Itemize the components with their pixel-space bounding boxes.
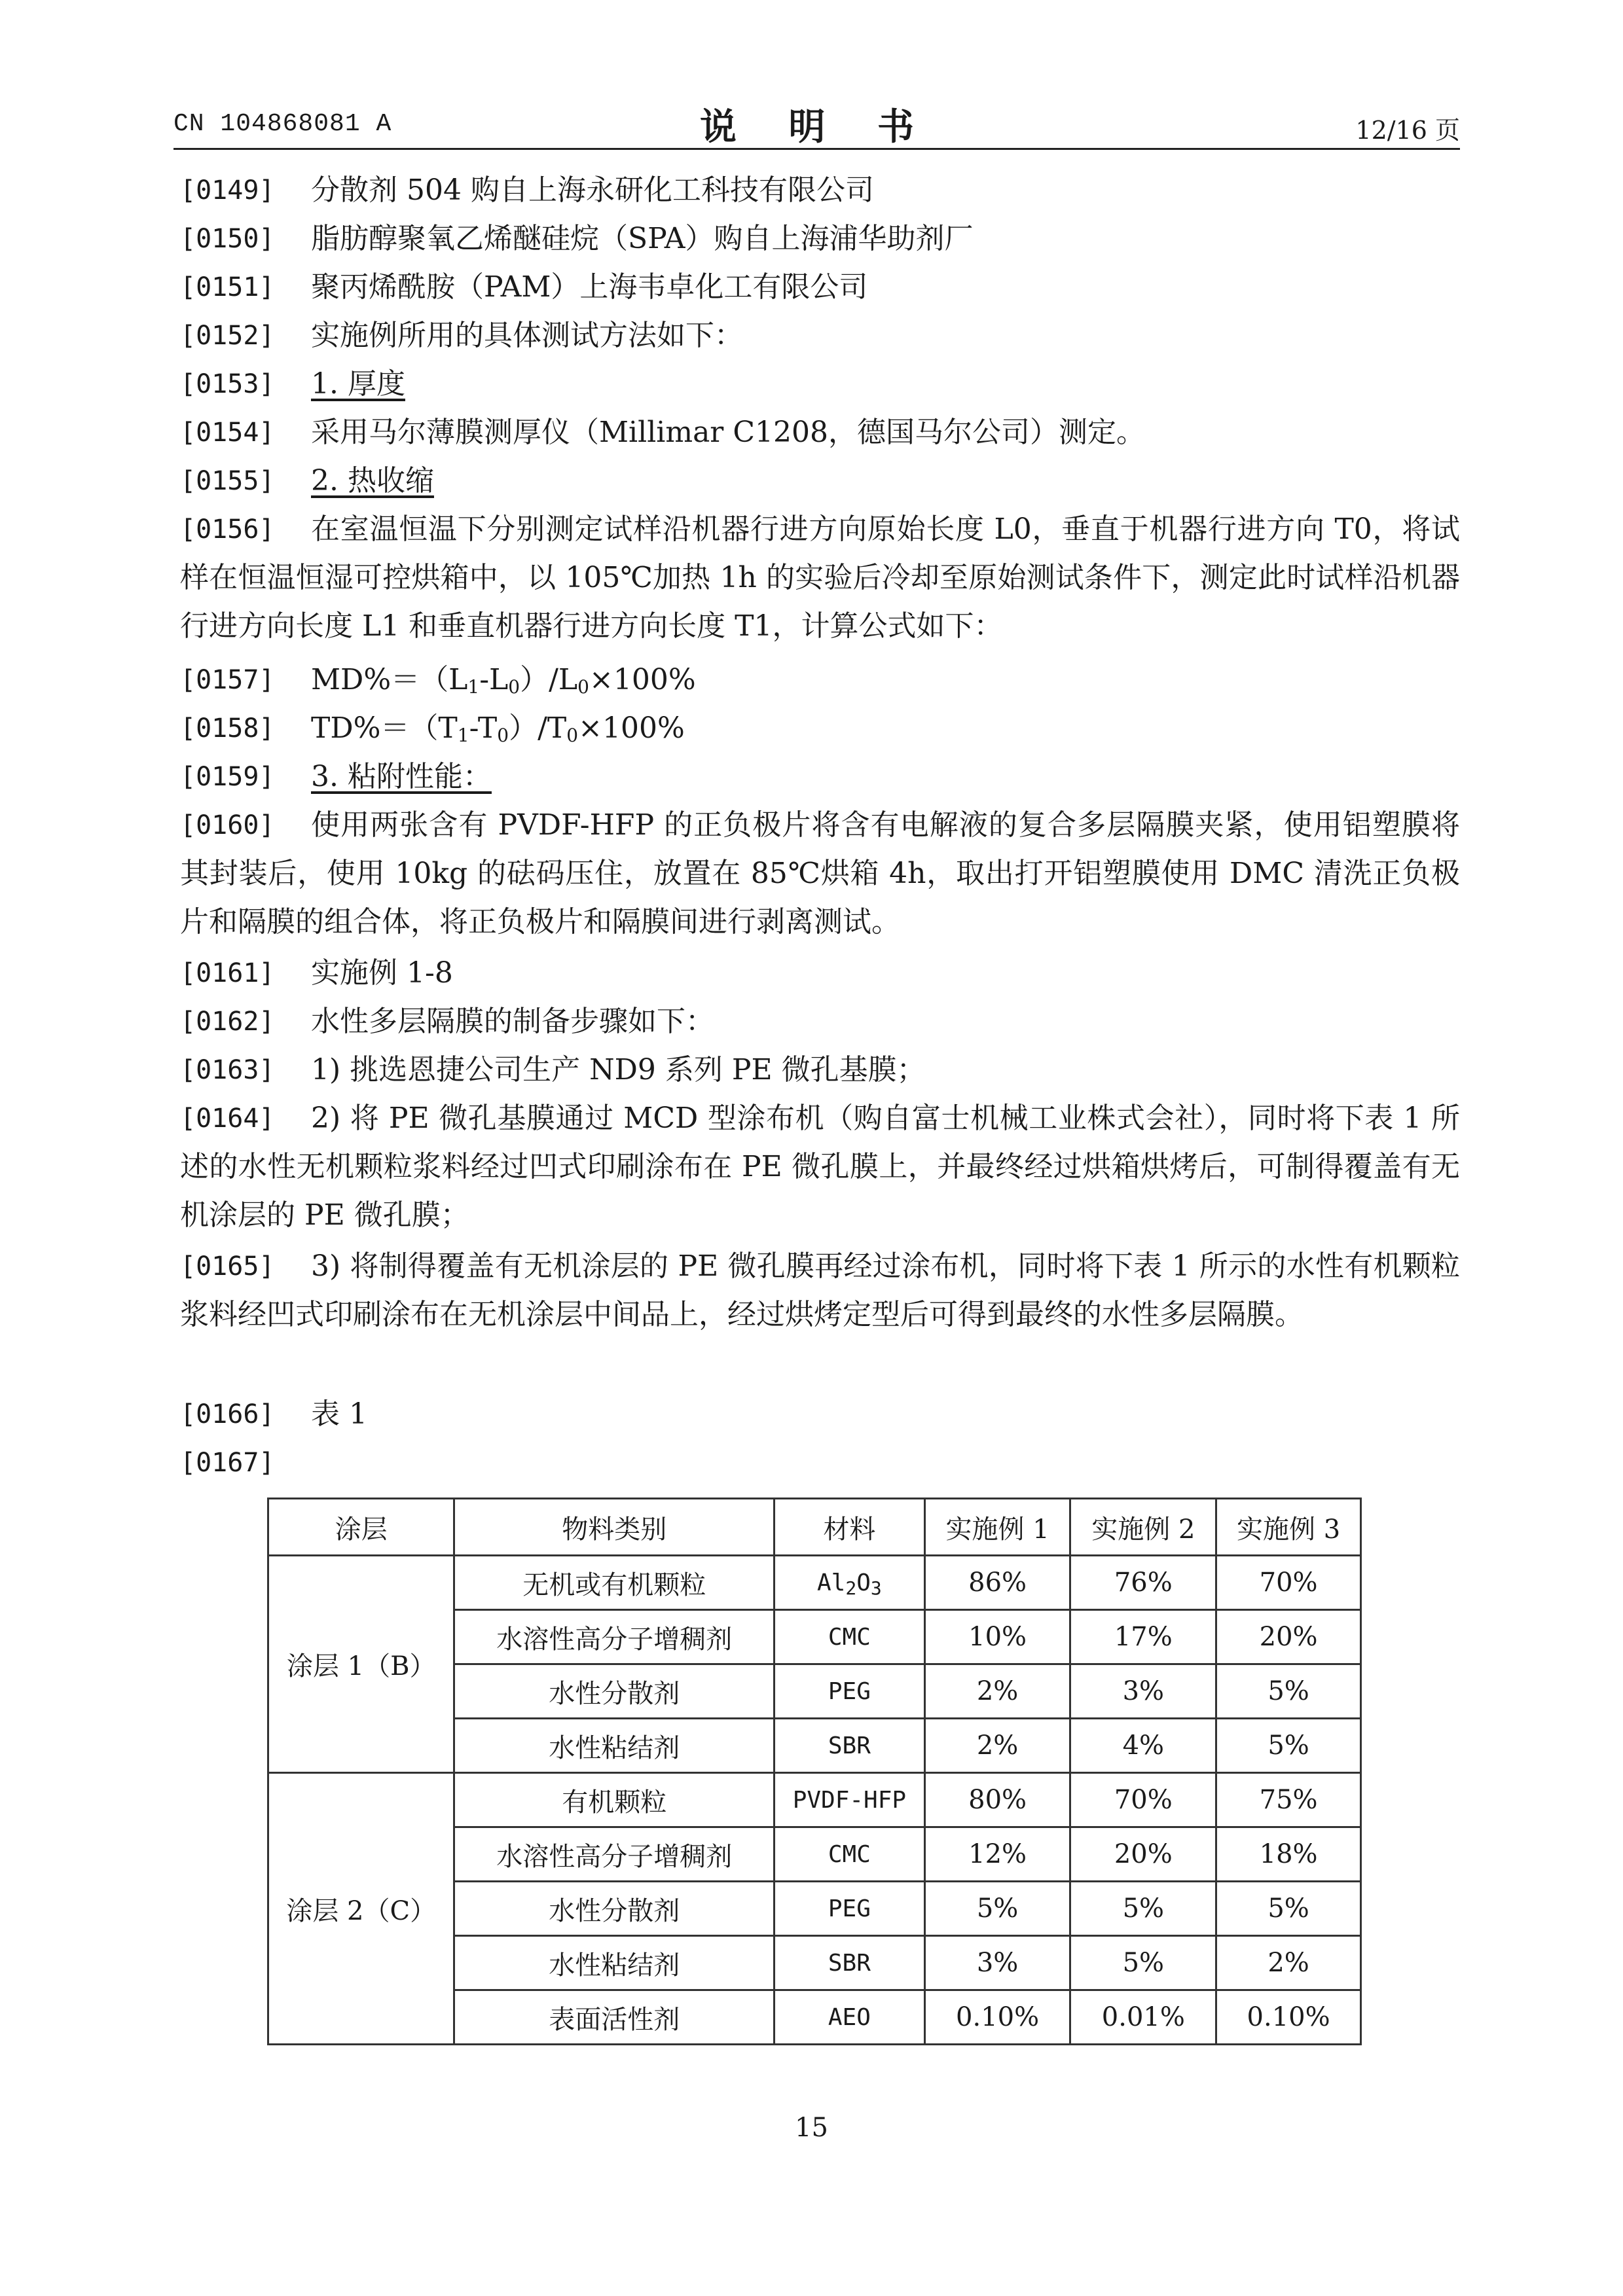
coating-group-label: 涂层 1（B） (268, 1556, 454, 1773)
paragraph-text: 实施例所用的具体测试方法如下： (311, 319, 743, 352)
example-1-value: 86% (924, 1556, 1070, 1610)
paragraph-number: [0167] (180, 1448, 275, 1478)
example-2-value: 0.01% (1070, 1990, 1216, 2045)
table-header-row (268, 1499, 1361, 1556)
paragraph-number: [0155] (180, 466, 275, 496)
example-2-value: 20% (1070, 1827, 1216, 1882)
paragraph-0156 (180, 505, 1460, 651)
column-header: 实施例 3 (1216, 1499, 1361, 1556)
material-name: SBR (775, 1719, 925, 1773)
paragraph-text: 3) 将制得覆盖有无机涂层的 PE 微孔膜再经过涂布机，同时将下表 1 所示的水性有机颗粒浆料经凹式印刷涂布在无机涂层中间品上，经过烘烤定型后可得到最终的水性多层隔膜。 (180, 1249, 1460, 1331)
material-name: PEG (775, 1882, 925, 1936)
example-2-value: 70% (1070, 1773, 1216, 1827)
material-category: 水溶性高分子增稠剂 (454, 1610, 775, 1664)
paragraph-0152 (180, 312, 1460, 360)
paragraph-text: 1) 挑选恩捷公司生产 ND9 系列 PE 微孔基膜； (311, 1053, 926, 1086)
paragraph-number: [0163] (180, 1055, 275, 1085)
paragraph-number: [0152] (180, 321, 275, 351)
paragraph-0149 (180, 166, 1460, 215)
section-heading-thickness: 1. 厚度 (311, 367, 405, 401)
example-3-value: 5% (1216, 1882, 1361, 1936)
material-category: 表面活性剂 (454, 1990, 775, 2045)
paragraph-0161 (180, 949, 1460, 997)
paragraph-number: [0149] (180, 175, 275, 206)
paragraph-number: [0166] (180, 1399, 275, 1429)
paragraph-text: 实施例 1-8 (311, 956, 453, 990)
paragraph-0153 (180, 360, 1460, 408)
example-1-value: 3% (924, 1936, 1070, 1990)
material-category: 水溶性高分子增稠剂 (454, 1827, 775, 1882)
material-category: 有机颗粒 (454, 1773, 775, 1827)
document-title: 说 明 书 (700, 106, 934, 149)
example-3-value: 70% (1216, 1556, 1361, 1610)
material-name: CMC (775, 1610, 925, 1664)
material-name: SBR (775, 1936, 925, 1990)
document-id: CN 104868081 A (173, 110, 392, 138)
paragraph-text: 聚丙烯酰胺（PAM）上海韦卓化工有限公司 (311, 270, 868, 304)
paragraph-number: [0158] (180, 713, 275, 744)
paragraph-number: [0151] (180, 272, 275, 302)
paragraph-number: [0162] (180, 1007, 275, 1037)
table-row (268, 1556, 1361, 1610)
paragraph-text: 水性多层隔膜的制备步骤如下： (311, 1005, 714, 1038)
page-header (173, 98, 1460, 149)
material-category: 水性粘结剂 (454, 1719, 775, 1773)
material-name: AEO (775, 1990, 925, 2045)
coating-formulation-table (267, 1498, 1362, 2045)
example-3-value: 2% (1216, 1936, 1361, 1990)
paragraph-0163 (180, 1046, 1460, 1094)
paragraph-number: [0159] (180, 762, 275, 792)
paragraph-number: [0164] (180, 1103, 275, 1134)
paragraph-0164 (180, 1094, 1460, 1240)
paragraph-0162 (180, 997, 1460, 1046)
material-name: $Al_2O_3$ (775, 1556, 925, 1610)
example-3-value: 5% (1216, 1664, 1361, 1719)
paragraph-0166 (180, 1390, 1460, 1439)
paragraph-number: [0154] (180, 418, 275, 448)
example-1-value: 2% (924, 1719, 1070, 1773)
example-2-value: 76% (1070, 1556, 1216, 1610)
paragraph-0165 (180, 1242, 1460, 1339)
example-3-value: 18% (1216, 1827, 1361, 1882)
paragraph-0159 (180, 753, 1460, 801)
paragraph-0160 (180, 801, 1460, 946)
paragraph-text: 在室温恒温下分别测定试样沿机器行进方向原始长度 L0，垂直于机器行进方向 T0，将试样在恒温恒湿可控烘箱中，以 105℃加热 1h 的实验后冷却至原始测试条件下，测定此时试样沿机器行进方向长度 L1 和垂直机器行进方向长度 T1，计算公式如下： (180, 512, 1460, 643)
paragraph-number: [0153] (180, 369, 275, 399)
paragraph-text: 采用马尔薄膜测厚仪（Millimar C1208，德国马尔公司）测定。 (311, 416, 1145, 449)
example-1-value: 10% (924, 1610, 1070, 1664)
example-3-value: 0.10% (1216, 1990, 1361, 2045)
example-2-value: 5% (1070, 1882, 1216, 1936)
column-header: 涂层 (268, 1499, 454, 1556)
example-2-value: 17% (1070, 1610, 1216, 1664)
example-2-value: 4% (1070, 1719, 1216, 1773)
example-1-value: 0.10% (924, 1990, 1070, 2045)
paragraph-text: 2) 将 PE 微孔基膜通过 MCD 型涂布机（购自富士机械工业株式会社），同时将下表 1 所述的水性无机颗粒浆料经过凹式印刷涂布在 PE 微孔膜上，并最终经过烘箱烘烤后，可制得覆盖有无机涂层的 PE 微孔膜； (180, 1102, 1460, 1232)
material-category: 无机或有机颗粒 (454, 1556, 775, 1610)
section-heading-heat-shrink: 2. 热收缩 (311, 464, 434, 497)
material-category: 水性粘结剂 (454, 1936, 775, 1990)
example-3-value: 5% (1216, 1719, 1361, 1773)
example-1-value: 80% (924, 1773, 1070, 1827)
paragraph-number: [0161] (180, 958, 275, 988)
column-header: 材料 (775, 1499, 925, 1556)
example-2-value: 3% (1070, 1664, 1216, 1719)
paragraph-number: [0165] (180, 1251, 275, 1282)
paragraph-0155 (180, 457, 1460, 505)
paragraph-number: [0150] (180, 224, 275, 254)
column-header: 实施例 1 (924, 1499, 1070, 1556)
material-category: 水性分散剂 (454, 1882, 775, 1936)
example-3-value: 75% (1216, 1773, 1361, 1827)
paragraph-number: [0157] (180, 665, 275, 695)
formula-td: $TD\%=(T_1-T_0)/T_0\times 100\%$ (311, 711, 685, 746)
paragraph-0150 (180, 215, 1460, 263)
paragraph-text: 脂肪醇聚氧乙烯醚硅烷（SPA）购自上海浦华助剂厂 (311, 222, 974, 255)
paragraph-0151 (180, 263, 1460, 312)
section-heading-adhesion: 3. 粘附性能： (311, 760, 492, 793)
material-category: 水性分散剂 (454, 1664, 775, 1719)
page-number: 15 (795, 2113, 828, 2143)
paragraph-text: 分散剂 504 购自上海永研化工科技有限公司 (311, 173, 874, 207)
header-rule (173, 148, 1460, 150)
formula-md: $MD\%=(L_1-L_0)/L_0\times 100\%$ (311, 663, 696, 698)
example-1-value: 5% (924, 1882, 1070, 1936)
table-row (268, 1773, 1361, 1827)
paragraph-number: [0160] (180, 810, 275, 840)
example-1-value: 2% (924, 1664, 1070, 1719)
paragraph-number: [0156] (180, 514, 275, 545)
material-name: CMC (775, 1827, 925, 1882)
coating-group-label: 涂层 2（C） (268, 1773, 454, 2045)
paragraph-text: 使用两张含有 PVDF-HFP 的正负极片将含有电解液的复合多层隔膜夹紧，使用铝塑膜将其封装后，使用 10kg 的砝码压住，放置在 85℃烘箱 4h，取出打开铝塑膜使用 DMC 清洗正负极片和隔膜的组合体，将正负极片和隔膜间进行剥离测试。 (180, 808, 1460, 939)
table-caption: 表 1 (311, 1397, 367, 1431)
example-1-value: 12% (924, 1827, 1070, 1882)
material-name: PVDF-HFP (775, 1773, 925, 1827)
paragraph-0154 (180, 408, 1460, 457)
example-3-value: 20% (1216, 1610, 1361, 1664)
material-name: PEG (775, 1664, 925, 1719)
page-count: 12/16 页 (1355, 116, 1460, 145)
paragraph-0158 (180, 704, 1460, 753)
paragraph-0157 (180, 656, 1460, 704)
example-2-value: 5% (1070, 1936, 1216, 1990)
column-header: 物料类别 (454, 1499, 775, 1556)
column-header: 实施例 2 (1070, 1499, 1216, 1556)
